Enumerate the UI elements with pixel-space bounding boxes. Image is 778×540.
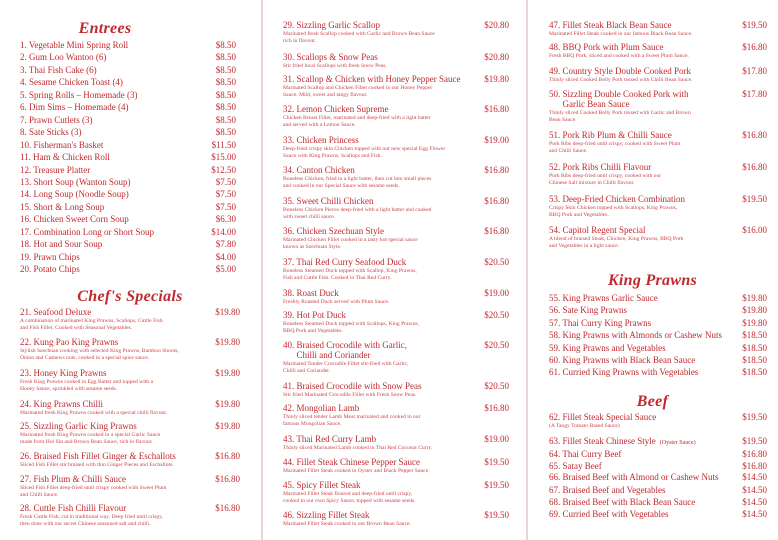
- menu-item-price: $8.50: [215, 64, 236, 75]
- beef-heading: Beef: [636, 393, 669, 410]
- menu-item-name: 59. King Prawns and Vegetables: [549, 342, 666, 353]
- menu-item-description: Marinated Fillet Steak cooked in our famous Black Bean Sauce.: [549, 31, 693, 37]
- menu-item-description: Thinly sliced tender Lamb Meat marinated and cooked in our famous Mongolian Sauce.: [283, 414, 421, 428]
- menu-item-name: 23. Honey King Prawns: [20, 368, 107, 378]
- menu-item-description: Marinated Fillet Steak floured and deep-fried until crispy, cooked in our own Spicy Sauce, topped with sesame seeds.: [283, 491, 416, 505]
- menu-item-name: 8. Sate Sticks (3): [20, 127, 82, 138]
- menu-item-description: Fresh Cuttle Fish, cut in traditional way. Deep fried until crispy, then done with our secret Chinese seasoned salt and chilli.: [20, 514, 163, 528]
- menu-item-description: Marinated Chicken Fillet cooked in a tasty hot special sauce known as Szechuan Style.: [283, 237, 418, 251]
- menu-item-description: Thinly sliced Cooked Belly Pork tossed with Chilli Bean Sauce.: [549, 77, 693, 83]
- menu-item-name: 25. Sizzling Garlic King Prawns: [20, 421, 137, 431]
- menu-item-price: $19.50: [484, 480, 509, 490]
- menu-item-name: 32. Lemon Chicken Supreme: [283, 104, 389, 114]
- menu-item-price: $19.80: [215, 307, 240, 317]
- menu-item-price: $8.50: [215, 89, 236, 100]
- menu-item-price: $20.50: [484, 257, 509, 267]
- menu-item-name: 55. King Prawns Garlic Sauce: [549, 293, 658, 303]
- menu-item-name: 49. Country Style Double Cooked Pork: [549, 66, 691, 76]
- menu-item-price: $19.00: [484, 288, 509, 298]
- menu-item-name: 43. Thai Red Curry Lamb: [283, 434, 377, 444]
- menu-item-price: $19.50: [742, 20, 767, 30]
- menu-item-description: Stir fried Marinated Crocodile Fillet with Fresh Snow Peas.: [283, 392, 417, 398]
- menu-item-name: 21. Seafood Deluxe: [20, 307, 92, 317]
- menu-item-price: $20.80: [484, 20, 509, 30]
- menu-item-name: 18. Hot and Sour Soup: [20, 239, 103, 250]
- menu-item-description: Deep-fried crispy skin Chicken topped with our new special Egg Flower Sauce with King Prawns, Scallops and Fish.: [283, 146, 446, 160]
- menu-item-note: (Oyster Sauce): [659, 440, 696, 446]
- menu-item-price: $8.50: [215, 77, 236, 88]
- menu-item-price: $11.50: [211, 139, 236, 150]
- menu-item-price: $19.80: [484, 74, 509, 84]
- menu-item-name: 57. Thai Curry King Prawns: [549, 317, 652, 328]
- menu-item-price: $14.50: [742, 509, 767, 519]
- menu-item-description: A blend of braised Steak, Chicken, King Prawns, BBQ Pork and Vegetables in a light sauce.: [549, 236, 684, 250]
- menu-item-price: $16.80: [484, 196, 509, 206]
- menu-item-price: $19.00: [484, 135, 509, 145]
- menu-item-name: 44. Fillet Steak Chinese Pepper Sauce: [283, 457, 420, 467]
- menu-item-price: $8.50: [215, 127, 236, 138]
- menu-item-name: 5. Spring Rolls – Homemade (3): [20, 89, 138, 100]
- menu-item-name: 20. Potato Chips: [20, 264, 80, 275]
- menu-item-description: (A Tangy Tomato Based Sauce): [549, 423, 620, 429]
- menu-item-price: $16.80: [742, 162, 767, 172]
- menu-item-name: 1. Vegetable Mini Spring Roll: [20, 40, 129, 50]
- menu-item-price: $19.50: [742, 194, 767, 204]
- menu-item-price: $16.80: [484, 226, 509, 236]
- menu-item-name: 53. Deep-Fried Chicken Combination: [549, 194, 685, 204]
- menu-item-price: $19.50: [484, 457, 509, 467]
- menu-item-name: 46. Sizzling Fillet Steak: [283, 510, 370, 520]
- menu-item-description: Stylish Szechuan cooking with selected King Prawns, Bamboo Shoots, Onion and Cashews nuts, cooked in a special spice sauce.: [20, 348, 179, 362]
- menu-item-description: Pork Ribs deep-fried until crispy, cooked with Sweet Plum and Chilli Sauce.: [549, 141, 681, 155]
- menu-item-name: 65. Satay Beef: [549, 461, 602, 471]
- menu-item-name: 6. Dim Sims – Homemade (4): [20, 102, 129, 113]
- menu-item-description: Marinated Tender Crocodile Fillet stir-fried with Garlic, Chilli and Coriander.: [283, 361, 409, 375]
- menu-item-name: 63. Fillet Steak Chinese Style (Oyster Sauce): [549, 436, 696, 446]
- menu-item-name: 39. Hot Pot Duck: [283, 310, 346, 320]
- menu-item-price: $20.50: [484, 381, 509, 391]
- menu-item-name: 35. Sweet Chilli Chicken: [283, 196, 374, 206]
- menu-item-price: $18.50: [742, 367, 767, 378]
- menu-item-name: 7. Prawn Cutlets (3): [20, 114, 93, 125]
- menu-item-name: 12. Treasure Platter: [20, 164, 91, 175]
- menu-item-name: 45. Spicy Fillet Steak: [283, 480, 361, 490]
- menu-item-name: 62. Fillet Steak Special Sauce: [549, 412, 657, 422]
- menu-item-price: $16.80: [742, 449, 767, 459]
- menu-item-name: 41. Braised Crocodile with Snow Peas: [283, 381, 422, 391]
- menu-item-name: 64. Thai Curry Beef: [549, 449, 622, 459]
- menu-item-price: $5.00: [215, 264, 236, 275]
- menu-item-name: 24. King Prawns Chilli: [20, 399, 104, 409]
- menu-item-name: 47. Fillet Steak Black Bean Sauce: [549, 20, 672, 30]
- menu-item-name: 68. Braised Beef with Black Bean Sauce: [549, 497, 696, 507]
- menu-item-name: 37. Thai Red Curry Seafood Duck: [283, 257, 407, 267]
- menu-item-price: $16.80: [215, 451, 240, 461]
- menu-item-price: $19.80: [215, 421, 240, 431]
- menu-item-description: Crispy Skin Chicken topped with Scallops, King Prawns, BBQ Pork and Vegetables.: [549, 205, 678, 219]
- menu-item-description: Boneless Steamed Duck topped with Scallops, King Prawns, BBQ Pork and Vegetables.: [283, 321, 419, 335]
- menu-item-price: $14.00: [211, 226, 236, 237]
- menu-item-price: $19.80: [215, 337, 240, 347]
- menu-item-name: 50. Sizzling Double Cooked Pork with Garlic Bean Sauce: [549, 89, 689, 109]
- menu-item-price: $8.50: [215, 52, 236, 63]
- menu-item-price: $17.80: [742, 66, 767, 76]
- menu-item-name: 40. Braised Crocodile with Garlic, Chilli and Coriander: [283, 340, 407, 360]
- menu-item-name: 4. Sesame Chicken Toast (4): [20, 77, 123, 88]
- menu-item-description: Marinated fresh King Prawns cooked in a special Garlic Sauce made from Hoi Sin and Brown Bean Sauce, rich in flavour.: [20, 432, 161, 446]
- menu-item-name: 33. Chicken Princess: [283, 135, 359, 145]
- menu-item-price: $16.00: [742, 225, 767, 235]
- menu-item-name: 15. Short & Long Soup: [20, 201, 105, 212]
- menu-item-description: Marinated Fillet Steak cooked in our Brown Bean Sauce.: [283, 521, 411, 527]
- menu-item-price: $18.50: [742, 342, 767, 353]
- menu-item-name: 36. Chicken Szechuan Style: [283, 226, 384, 236]
- chefs-specials-heading: Chef's Specials: [77, 288, 183, 305]
- menu-item-price: $4.00: [215, 251, 236, 262]
- menu-item-price: $16.80: [215, 503, 240, 513]
- menu-item-price: $14.50: [742, 497, 767, 507]
- left-panel: [0, 0, 261, 540]
- menu-item-price: $8.50: [215, 102, 236, 113]
- menu-item-name: 27. Fish Plum & Chilli Sauce: [20, 474, 127, 484]
- menu-item-name: 31. Scallop & Chicken with Honey Pepper Sauce: [283, 74, 461, 84]
- menu-item-description: A combination of marinated King Prawns, Scallops, Cuttle Fish and Fish Fillet, Cooked with Seasonal Vegetables.: [20, 318, 163, 332]
- menu-item-description: Boneless Chicken Pieces deep-fried with a light batter and cooked with sweet chilli sauce.: [283, 207, 432, 221]
- menu-item-name: 26. Braised Fish Fillet Ginger & Eschallots: [20, 451, 176, 461]
- menu-item-price: $19.80: [215, 368, 240, 378]
- menu-item-description: Marinated fresh Scallop cooked with Garlic and Brown Bean Sauce rich in flavour.: [283, 31, 435, 45]
- menu-item-price: $20.50: [484, 340, 509, 350]
- menu-item-name: 61. Curried King Prawns with Vegetables: [549, 367, 699, 378]
- menu-item-name: 34. Canton Chicken: [283, 165, 355, 175]
- menu-item-price: $19.80: [742, 293, 767, 303]
- menu-item-description: Freshly Roasted Duck served with Plum Sauce.: [283, 299, 390, 305]
- menu-item-price: $20.50: [484, 310, 509, 320]
- menu-item-name: 56. Sate King Prawns: [549, 305, 627, 316]
- menu-item-description: Boneless Steamed Duck topped with Scallop, King Prawns, Fish and Cuttle Fish. Cooked in Thai Red Curry.: [283, 268, 417, 282]
- menu-item-name: 42. Mongolian Lamb: [283, 403, 360, 413]
- menu-item-price: $16.80: [484, 104, 509, 114]
- menu-item-price: $12.50: [211, 164, 236, 175]
- menu-item-price: $14.50: [742, 472, 767, 482]
- menu-item-price: $6.30: [215, 214, 236, 225]
- menu-item-price: $16.80: [215, 474, 240, 484]
- menu-item-price: $19.50: [742, 436, 767, 446]
- menu-item-name: 16. Chicken Sweet Corn Soup: [20, 214, 129, 225]
- right-panel: [527, 0, 778, 540]
- menu-item-price: $20.80: [484, 52, 509, 62]
- menu-item-price: $19.50: [742, 412, 767, 422]
- menu-item-description: Marinated Scallop and Chicken Fillet cooked in our Honey Pepper Sauce. Mild, sweet and tangy flavour.: [283, 85, 433, 99]
- menu-item-description: Fresh King Prawns cooked in Egg Batter and topped with a Honey Sauce, sprinkled with sesame seeds.: [20, 379, 153, 393]
- menu-item-description: Pork Ribs deep-fried until crispy, cooked with our Chinese Salt mixture in Chilli flavour.: [549, 173, 662, 187]
- menu-item-name: 2. Gum Loo Wantoo (6): [20, 52, 107, 63]
- menu-item-description: Stir fried local Scallops with fresh Snow Peas.: [283, 63, 387, 69]
- menu-item-name: 69. Curried Beef with Vegetables: [549, 509, 669, 519]
- menu-item-price: $18.50: [742, 355, 767, 365]
- menu-item-description: Thinly sliced Cooked Belly Pork tossed with Garlic and Brown Bean Sauce.: [549, 110, 691, 124]
- menu-item-name: 17. Combination Long or Short Soup: [20, 226, 155, 237]
- menu-item-name: 48. BBQ Pork with Plum Sauce: [549, 42, 664, 52]
- menu-item-name: 22. Kung Pao King Prawns: [20, 337, 119, 347]
- menu-item-description: Boneless Chicken, fried in a light batter, then cut into small pieces and cooked in our Special Sauce with sesame seeds.: [283, 176, 432, 190]
- menu-item-name: 38. Roast Duck: [283, 288, 339, 298]
- menu-item-price: $19.80: [742, 317, 767, 328]
- menu-item-price: $7.50: [215, 176, 236, 187]
- menu-item-price: $8.50: [215, 114, 236, 125]
- menu-item-description: Fresh BBQ Pork, sliced and cooked with a Sweet Plum Sauce.: [549, 53, 689, 59]
- menu-item-name: 19. Prawn Chips: [20, 251, 80, 262]
- menu-item-name: 30. Scallops & Snow Peas: [283, 52, 378, 62]
- menu-item-description: Chicken Breast Fillet, marinated and deep-fried with a light batter and served with a Lemon Sauce.: [283, 115, 431, 129]
- menu-item-name: 60. King Prawns with Black Bean Sauce: [549, 355, 696, 365]
- menu-item-name: 66. Braised Beef with Almond or Cashew Nuts: [549, 472, 719, 482]
- menu-item-description: Sliced Fish Fillet stir braised with thin Ginger Pieces and Eschallots.: [20, 462, 174, 468]
- menu-item-name: 51. Pork Rib Plum & Chilli Sauce: [549, 130, 672, 140]
- menu-item-price: $19.80: [215, 399, 240, 409]
- menu-item-name: 54. Capitol Regent Special: [549, 225, 646, 235]
- menu-item-price: $7.50: [215, 201, 236, 212]
- menu-item-description: Thinly sliced Marinated Lamb cooked in Thai Red Coconut Curry.: [283, 445, 433, 451]
- menu-item-name: 67. Braised Beef and Vegetables: [549, 485, 666, 495]
- menu-item-price: $16.80: [742, 461, 767, 471]
- menu-item-price: $16.80: [484, 165, 509, 175]
- menu-item-price: $18.50: [742, 330, 767, 341]
- menu-item-price: $14.50: [742, 485, 767, 495]
- menu-item-price: $19.00: [484, 434, 509, 444]
- middle-panel: [261, 0, 527, 540]
- menu-item-price: $16.80: [484, 403, 509, 413]
- menu-item-description: Marinated fresh King Prawns cooked with a special chilli flavour.: [20, 410, 168, 416]
- menu-item-price: $7.50: [215, 189, 236, 200]
- king-prawns-heading: King Prawns: [607, 272, 698, 289]
- menu-item-name: 28. Cuttle Fish Chilli Flavour: [20, 503, 127, 513]
- menu-item-name: 3. Thai Fish Cake (6): [20, 64, 97, 75]
- menu-item-description: Marinated Fillet Steak cooked in Oyster and Black Pepper Sauce.: [283, 468, 430, 474]
- menu-item-name: 52. Pork Ribs Chilli Flavour: [549, 162, 652, 172]
- menu-item-price: $16.80: [742, 42, 767, 52]
- menu-item-name: 58. King Prawns with Almonds or Cashew Nuts: [549, 330, 722, 341]
- menu-item-name: 13. Short Soup (Wanton Soup): [20, 176, 131, 187]
- menu-item-price: $15.00: [211, 152, 236, 163]
- menu-item-name: 10. Fisherman's Basket: [20, 139, 104, 150]
- menu-item-price: $16.80: [742, 130, 767, 140]
- menu-item-price: $8.50: [215, 40, 236, 50]
- menu-item-price: $19.80: [742, 305, 767, 316]
- menu-item-price: $19.50: [484, 510, 509, 520]
- menu-item-name: 14. Long Soup (Noodle Soup): [20, 189, 129, 200]
- menu-item-description: Sliced Fish Fillet deep-fried until crispy cooked with Sweet Plum and Chilli Sauce.: [20, 485, 167, 499]
- menu-item-name: 11. Ham & Chicken Roll: [20, 152, 110, 163]
- entrees-heading: Entrees: [78, 20, 132, 37]
- menu-item-name: 29. Sizzling Garlic Scallop: [283, 20, 380, 30]
- menu-item-price: $7.80: [215, 239, 236, 250]
- menu-item-price: $17.80: [742, 89, 767, 99]
